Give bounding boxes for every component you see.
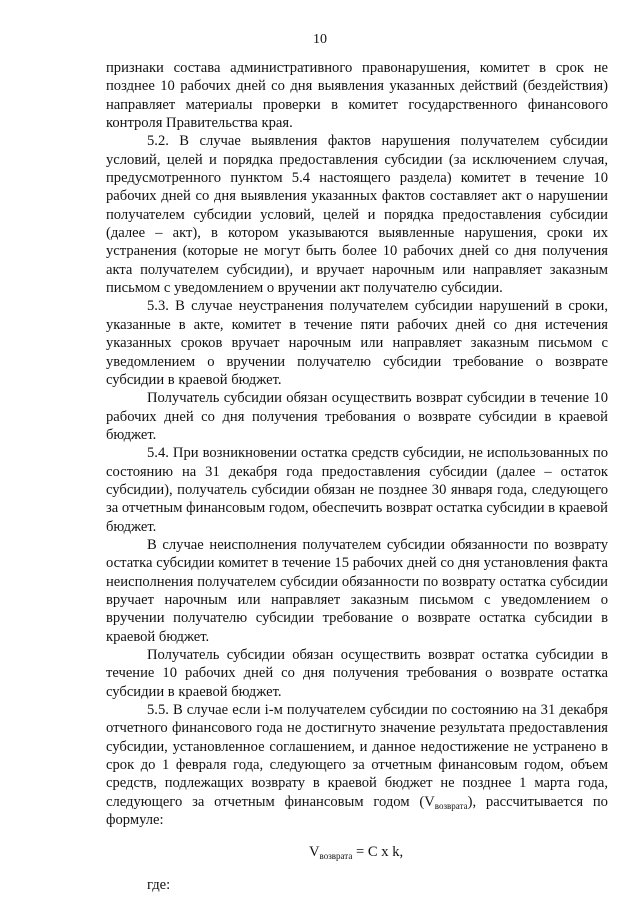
paragraph-continuation: признаки состава административного правонарушения, комитет в срок не позднее 10 рабочих дней со дня выявления указанных действий (бездействия) направляет материалы проверки в комитет государственного финансового контроля Правительства края. bbox=[106, 60, 608, 132]
paragraph-5-5 bbox=[106, 701, 608, 829]
paragraph-5-4: 5.4. При возникновении остатка средств субсидии, не использованных по состоянию на 31 декабря года предоставления субсидии (далее – остаток субсидии), получатель субсидии обязан не позднее 30 января года, следующего за отчетным финансовым годом, обеспечить возврат остатка субсидии в краевой бюджет. bbox=[106, 445, 608, 535]
paragraph-5-4-nonfulfillment: В случае неисполнения получателем субсидии обязанности по возврату остатка субсидии комитет в течение 15 рабочих дней со дня установления факта неисполнения получателем субсидии обязанности по возврату остатка субсидии вручает нарочным или направляет заказным письмом с уведомлением о вручении получателю субсидии требование о возврате остатка субсидии в краевой бюджет. bbox=[106, 536, 608, 645]
where-label: где: bbox=[147, 876, 171, 893]
paragraph-5-4-return: Получатель субсидии обязан осуществить возврат остатка субсидии в течение 10 рабочих дней со дня получения требования о возврате остатка субсидии в краевой бюджет. bbox=[106, 647, 608, 700]
formula-rhs: = C x k, bbox=[352, 844, 404, 861]
return-formula bbox=[106, 843, 608, 861]
paragraph-5-5-text-end: ), рассчитывается по формуле: bbox=[106, 793, 608, 829]
paragraph-5-3-return: Получатель субсидии обязан осуществить возврат субсидии в течение 10 рабочих дней со дня получения требования о возврате субсидии в краевой бюджет. bbox=[106, 390, 608, 443]
document-body bbox=[106, 59, 608, 894]
paragraph-5-3: 5.3. В случае неустранения получателем субсидии нарушений в сроки, указанные в акте, комитет в течение пяти рабочих дней со дня истечения указанных сроков вручает нарочным или направляет заказным письмом с уведомлением о вручении получателю субсидии требование о возврате субсидии в краевой бюджет. bbox=[106, 298, 608, 388]
paragraph-5-2: 5.2. В случае выявления фактов нарушения получателем субсидии условий, целей и порядка предоставления субсидии (за исключением случая, предусмотренного пунктом 5.4 настоящего раздела) комитет в течение 10 рабочих дней со дня выявления указанных фактов составляет акт о нарушении получателем субсидии условий, целей и порядка предоставления субсидии (далее – акт), в котором указываются выявленные нарушения, сроки их устранения (которые не могут быть более 10 рабочих дней со дня получения акта получателем субсидии), и вручает нарочным или направляет заказным письмом с уведомлением о вручении акт получателю субсидии. bbox=[106, 133, 608, 297]
formula-lhs-subscript: возврата bbox=[319, 851, 353, 862]
page-number: 10 bbox=[313, 32, 327, 47]
paragraph-5-5-text: 5.5. В случае если i-м получателем субсидии по состоянию на 31 декабря отчетного финансового года не достигнуто значение результата предоставления субсидии, установленное соглашением, и данное недостижение не устранено в срок до 1 февраля года, следующего за отчетным финансовым годом, объем средств, подлежащих возврату в краевой бюджет не позднее 1 марта года, следующего за отчетным финансовым годом (V bbox=[106, 702, 608, 810]
formula-lhs: V bbox=[309, 844, 320, 861]
paragraph-5-5-subscript: возврата bbox=[434, 800, 468, 811]
